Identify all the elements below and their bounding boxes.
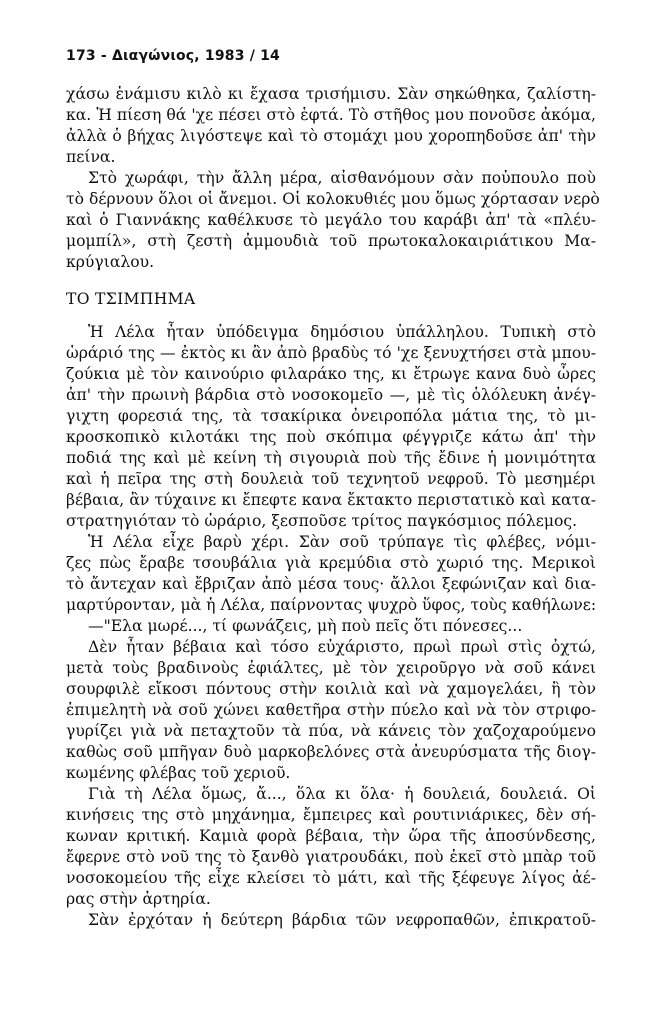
text-line: σουρφιλὲ εἴκοσι πόντους στὴν κοιλιὰ καὶ νὰ χαμογελάει, ἢ τὸν (66, 680, 596, 698)
text-line: Ἡ Λέλα εἶχε βαρὺ χέρι. Σὰν σοῦ τρύπαγε τὶς φλέβες, νόμι- (88, 533, 596, 551)
text-line: ποδιά της καὶ μὲ κείνη τὴ σιγουριὰ ποὺ τῆς ἔδινε ἡ μονιμότητα (66, 449, 596, 467)
text-line: Δὲν ἦταν βέβαια καὶ τόσο εὐχάριστο, πρωὶ πρωὶ στὶς ὀχτώ, (88, 638, 596, 656)
text-line: τὸ ἄντεχαν καὶ ἔβριζαν ἀπὸ μέσα τους· ἄλλοι ξεφώνιζαν καὶ δια- (66, 575, 596, 593)
text-line: κωμένης φλέβας τοῦ χεριοῦ. (66, 764, 291, 782)
text-line: μαρτύρονταν, μὰ ἡ Λέλα, παίρνοντας ψυχρὸ ὕφος, τοὺς καθήλωνε: (66, 596, 597, 614)
text-line: καὶ ἡ πεῖρα της στὴ δουλειὰ τοῦ τεχνητοῦ νεφροῦ. Τὸ μεσημέρι (66, 470, 596, 488)
text-line: καθὼς σοῦ μπῆγαν δυὸ μαρκοβελόνες στὰ ἀνευρύσματα τῆς διογ- (66, 743, 596, 761)
dialogue-line: —"Ελα μωρέ..., τί φωνάζεις, μὴ ποὺ πεῖς ὅτι πόνεσες... (88, 617, 523, 635)
text-line: νοσοκομείου τῆς εἶχε κλείσει τὸ μάτι, καὶ τῆς ξέφευγε λίγος ἀέ- (66, 869, 596, 887)
text-line: κρύγιαλου. (66, 253, 155, 271)
text-line: στρατηγιόταν τὸ ὡράριο, ξεσποῦσε τρίτος παγκόσμιος πόλεμος. (66, 512, 578, 530)
text-line: Σὰν ἐρχόταν ἡ δεύτερη βάρδια τῶν νεφροπαθῶν, ἐπικρατοῦ- (88, 911, 596, 929)
paragraph-5 (66, 637, 596, 784)
text-line: καὶ ὁ Γιαννάκης καθέλκυσε τὸ μεγάλο του καράβι ἀπ' τὰ «πλέυ- (66, 211, 596, 229)
text-line: ἀλλὰ ὁ βήχας λιγόστεψε καὶ τὸ στομάχι μου χοροπηδοῦσε ἀπ' τὴν (66, 127, 596, 145)
text-line: ζες πὼς ἔραβε τσουβάλια γιὰ κρεμύδια στὸ χωριό της. Μερικοὶ (66, 554, 596, 572)
paragraph-1 (66, 84, 596, 168)
paragraph-6 (66, 784, 596, 910)
text-line: μετὰ τοὺς βραδινοὺς ἐφιάλτες, μὲ τὸν χειροῦργο νὰ σοῦ κάνει (66, 659, 596, 677)
text-line: κινήσεις της στὸ μηχάνημα, ἔμπειρες καὶ ρουτινιάρικες, δὲν σή- (66, 806, 596, 824)
text-line: ὡράριό της — ἐκτὸς κι ἂν ἀπὸ βραδὺς τό 'χε ξενυχτήσει στὰ μπου- (66, 344, 596, 362)
text-line: κροσκοπικὸ κιλοτάκι της ποὺ σκόπιμα φέγγριζε κάτω ἀπ' τὴν (66, 428, 596, 446)
section-heading: ΤΟ ΤΣΙΜΠΗΜΑ (66, 290, 196, 308)
paragraph-7 (66, 910, 596, 931)
text-line: ἀπ' τὴν πρωινὴ βάρδια στὸ νοσοκομεῖο —, μὲ τὶς ὁλόλευκη ἀνέγ- (66, 386, 596, 404)
text-line: γιχτη φορεσιά της, τὰ τσακίρικα ὀνειροπόλα μάτια της, τὸ μι- (66, 407, 596, 425)
text-line: χάσω ἑνάμισυ κιλὸ κι ἔχασα τρισήμισυ. Σὰν σηκώθηκα, ζαλίστη- (66, 85, 596, 103)
text-line: Στὸ χωράφι, τὴν ἄλλη μέρα, αἰσθανόμουν σὰν ποὐπουλο ποὺ (88, 169, 596, 187)
text-line: μομπίλ», στὴ ζεστὴ ἀμμουδιὰ τοῦ πρωτοκαλοκαιριάτικου Μα- (66, 232, 596, 250)
text-line: γυρίζει γιὰ νὰ πεταχτοῦν τὰ πύα, νὰ κάνεις τὸν χαζοχαρούμενο (66, 722, 596, 740)
text-line: κα. Ἡ πίεση θά 'χε πέσει στὸ ἑφτά. Τὸ στῆθος μου πονοῦσε ἀκόμα, (66, 106, 596, 124)
text-line: βέβαια, ἂν τύχαινε κι ἔπεφτε κανα ἔκτακτο περιστατικὸ καὶ κατα- (66, 491, 596, 509)
text-line: Ἡ Λέλα ἦταν ὑπόδειγμα δημόσιου ὑπάλληλου. Τυπικὴ στὸ (88, 323, 596, 341)
text-line: ἔφερνε στὸ νοῦ της τὸ ξανθὸ γιατρουδάκι, ποὺ ἐκεῖ στὸ μπὰρ τοῦ (66, 848, 596, 866)
paragraph-4 (66, 532, 596, 637)
text-line: ζούκια μὲ τὸν καινούριο φιλαράκο της, κι ἔτρωγε κανα δυὸ ὧρες (66, 365, 596, 383)
text-line: Γιὰ τὴ Λέλα ὅμως, ἄ..., ὅλα κι ὅλα· ἡ δουλειά, δουλειά. Οἱ (88, 785, 596, 803)
page-header: 173 - Διαγώνιος, 1983 / 14 (66, 48, 281, 64)
paragraph-3 (66, 322, 596, 532)
text-line: ἐπιμελητὴ νὰ σοῦ χώνει καθετῆρα στὴν πύελο καὶ νὰ τὸν στριφο- (66, 701, 596, 719)
text-line: πείνα. (66, 148, 116, 166)
text-line: ρας στὴν ἀρτηρία. (66, 890, 211, 908)
text-line: τὸ δέρνουν ὅλοι οἱ ἄνεμοι. Οἱ κολοκυθιές μου ὅμως χόρτασαν νερὸ (66, 190, 600, 208)
paragraph-2 (66, 168, 600, 273)
text-line: κωναν κριτική. Καμιὰ φορὰ βέβαια, τὴν ὥρα τῆς ἀποσύνδεσης, (66, 827, 596, 845)
